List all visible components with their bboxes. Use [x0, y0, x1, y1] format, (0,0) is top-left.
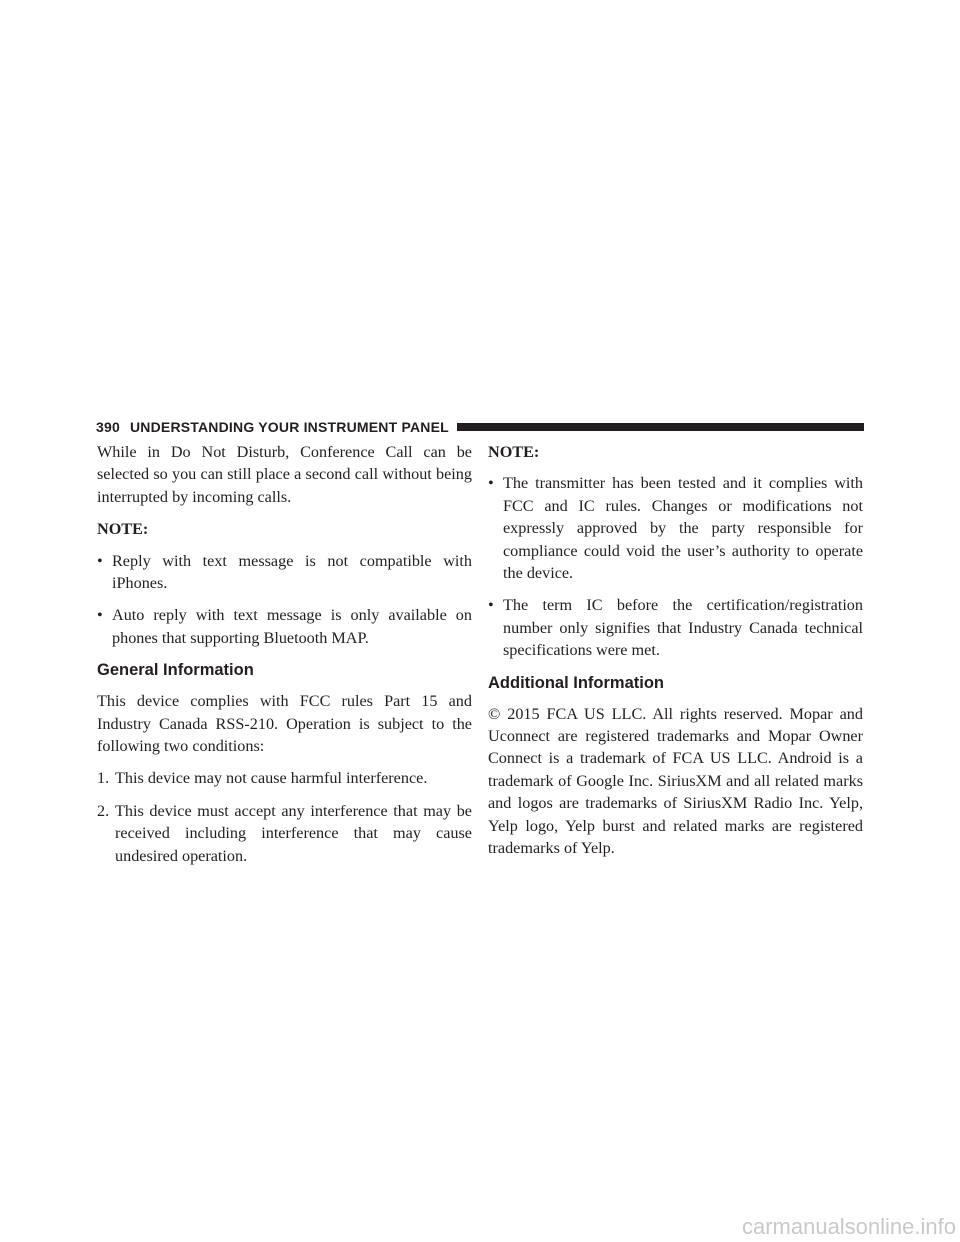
condition-text: This device must accept any interference that may be received including interference that may cause undesired operation. [115, 801, 472, 865]
note-bullet-text: Auto reply with text message is only available on phones that supporting Bluetooth MAP. [112, 606, 472, 647]
condition-text: This device may not cause harmful interference. [115, 769, 428, 788]
watermark-link[interactable]: carmanualsonline.info [741, 1214, 956, 1239]
bullet-icon: • [488, 474, 494, 493]
additional-information-paragraph: © 2015 FCA US LLC. All rights reserved. Mopar and Uconnect are registered trademarks and Mopar Owner Connect is a trademark of FCA US LLC. Android is a trademark of Google Inc. SiriusXM and all related marks and logos are trademarks of SiriusXM Radio Inc. Yelp, Yelp logo, Yelp burst and related marks are registered trademarks of Yelp. [488, 704, 863, 858]
note-bullet [488, 472, 863, 584]
note-label: NOTE: [97, 520, 149, 539]
condition-item [97, 767, 472, 789]
bullet-icon: • [97, 551, 103, 570]
section-title: UNDERSTANDING YOUR INSTRUMENT PANEL [129, 419, 449, 435]
general-information-paragraph: This device complies with FCC rules Part 15 and Industry Canada RSS-210. Operation is subject to the following two conditions: [97, 692, 472, 756]
intro-paragraph: While in Do Not Disturb, Conference Call can be selected so you can still place a second call without being interrupted by incoming calls. [97, 443, 472, 506]
note-label: NOTE: [488, 443, 540, 461]
note-bullet-text: The term IC before the certification/registration number only signifies that Industry Canada technical specifications were met. [503, 596, 863, 660]
page-number: 390 [96, 419, 120, 435]
page-header [96, 416, 864, 438]
condition-number: 2. [97, 801, 110, 820]
bullet-icon: • [97, 606, 103, 625]
condition-number: 1. [97, 769, 110, 788]
note-bullet-text: The transmitter has been tested and it complies with FCC and IC rules. Changes or modifications not expressly approved by the party responsible for compliance could void the user’s authority to operate the device. [503, 474, 863, 583]
right-column [488, 441, 863, 870]
header-rule [457, 423, 864, 431]
note-bullet [97, 550, 472, 595]
general-information-heading: General Information [97, 661, 254, 680]
bullet-icon: • [488, 596, 494, 615]
note-bullet-text: Reply with text message is not compatible with iPhones. [112, 551, 472, 593]
note-bullet [97, 604, 472, 649]
condition-item [97, 800, 472, 867]
note-bullet [488, 594, 863, 661]
left-column [97, 441, 472, 877]
additional-information-heading: Additional Information [488, 673, 664, 692]
